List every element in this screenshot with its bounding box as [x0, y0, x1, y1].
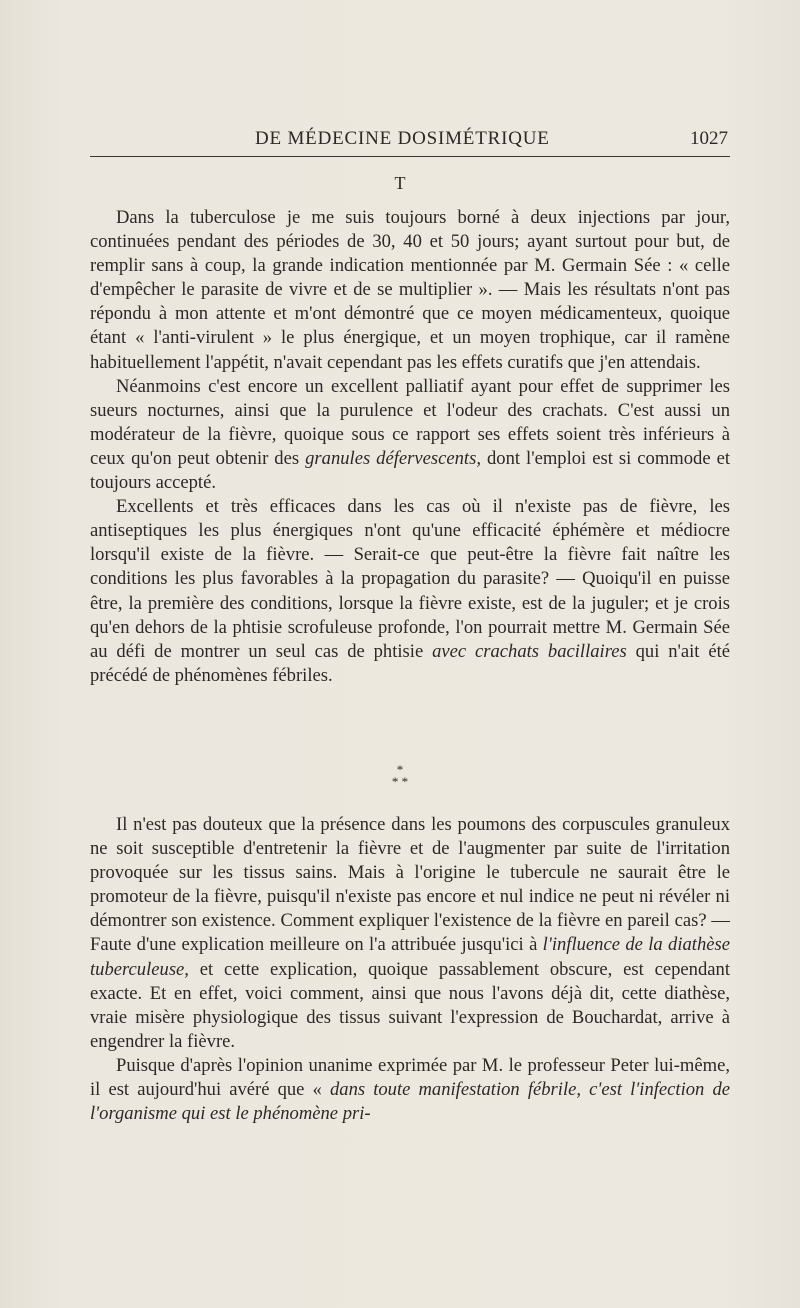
text-run: qui n'ait été précédé de phénomènes fébriles. [90, 640, 731, 686]
body-text-part-2 [90, 813, 730, 1126]
text-run: Puisque d'après l'opinion unanime exprimée par M. le professeur Peter lui-même, il est aujourd'hui avéré que « [90, 1054, 730, 1101]
italic-text: dans toute manifestation fébrile, c'est l'infection de l'organisme qui est le phénomène pri- [90, 1079, 730, 1125]
asterism-divider [0, 764, 800, 788]
text-run: Dans la tuberculose je me suis toujours borné à deux injections par jour, continuées pendant des périodes de 30, 40 et 50 jours; ayant surtout pour but, de remplir sans à coup, la grande indication mentionnée par M. Germain Sée : « celle d'empêcher le parasite de vivre et de se multiplier ». — Mais les résultats n'ont pas répondu à mon attente et m'ont démontré que ce moyen médicamenteux, quoique étant « l'anti-virulent » le plus énergique, et un moyen trophique, car il ramène habituellement l'appétit, n'avait cependant pas les effets curatifs que j'en attendais. [90, 207, 730, 373]
paragraph [90, 206, 730, 375]
text-run: Il n'est pas douteux que la présence dans les poumons des corpuscules granuleux ne soit susceptible d'entretenir la fièvre et de l'augmenter par suite de l'irritation provoquée sur les tissus sains. Mais à l'origine le tubercule ne saurait être le promoteur de la fièvre, puisqu'il n'existe pas encore et nul indice ne peut ni révéler ni démontrer son existence. Comment expliquer l'existence de la fièvre en pareil cas? — Faute d'une explication meilleure on l'a attribuée jusqu'ici à [90, 814, 730, 956]
italic-text: l'influence de la diathèse tuberculeuse, [90, 934, 730, 980]
header-rule [90, 156, 730, 157]
asterism-bottom: * * [391, 774, 409, 789]
paragraph [90, 495, 730, 688]
running-title: DE MÉDECINE DOSIMÉTRIQUE [255, 128, 550, 149]
paragraph [90, 1054, 730, 1126]
text-run: Excellents et très efficaces dans les cas où il n'existe pas de fièvre, les antiseptiques les plus énergiques n'ont qu'une efficacité éphémère et médiocre lorsqu'il existe de la fièvre. — Serait-ce que peut-être la fièvre fait naître les conditions les plus favorables à la propagation du parasite? — Quoiqu'il en puisse être, la première des conditions, lorsque la fièvre existe, est de la juguler; et je crois qu'en dehors de la phtisie scrofuleuse profonde, l'on pourrait mettre M. Germain Sée au défi de montrer un seul cas de phtisie [90, 496, 730, 662]
text-run: Néanmoins c'est encore un excellent palliatif ayant pour effet de supprimer les sueurs nocturnes, ainsi que la purulence et l'odeur des crachats. C'est aussi un modérateur de la fièvre, quoique sous ce rapport ses effets soient très inférieurs à ceux qu'on peut obtenir des [90, 375, 730, 469]
paragraph [90, 375, 730, 495]
italic-text: avec crachats bacillaires [432, 640, 627, 662]
asterism-top: * [396, 762, 404, 777]
italic-text: granules défervescents, [305, 447, 481, 469]
paragraph [90, 813, 730, 1054]
body-text-part-1 [90, 206, 730, 688]
page-number: 1027 [690, 128, 728, 149]
text-run: dont l'emploi est si commode et toujours accepté. [90, 447, 731, 494]
section-letter: T [394, 173, 406, 193]
text-run: et cette explication, quoique passablement obscure, est cependant exacte. Et en effet, voici comment, ainsi que nous l'avons déjà dit, cette diathèse, vraie misère physiologique des tissus suivant l'expression de Bouchardat, arrive à engendrer la fièvre. [90, 958, 730, 1052]
running-head [90, 128, 730, 154]
